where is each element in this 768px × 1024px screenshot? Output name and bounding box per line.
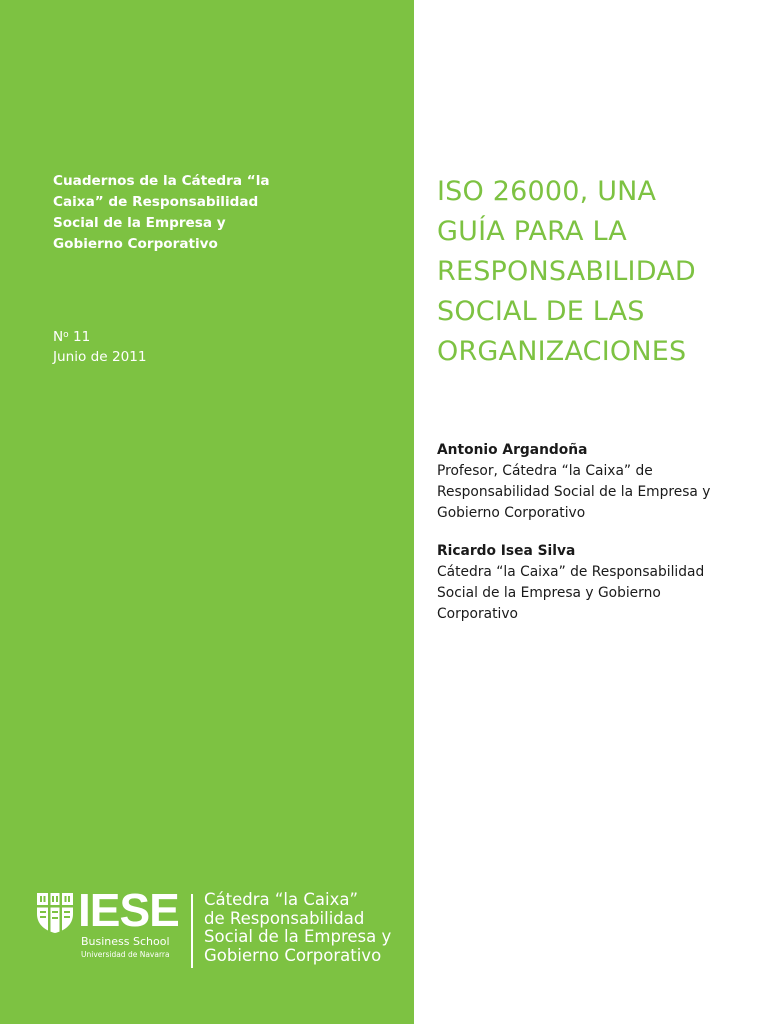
title-line: GUÍA PARA LA — [437, 216, 627, 247]
issue-number — [53, 325, 147, 347]
author-name: Ricardo Isea Silva — [437, 543, 576, 559]
iese-shield-icon — [36, 892, 74, 934]
issue-date: Junio de 2011 — [53, 349, 147, 365]
author-role-line: Cátedra “la Caixa” de Responsabilidad — [437, 564, 705, 580]
series-line: Social de la Empresa y — [53, 215, 226, 231]
document-title — [437, 172, 762, 372]
title-line: RESPONSABILIDAD — [437, 256, 696, 287]
logo-divider — [191, 894, 193, 968]
author-name: Antonio Argandoña — [437, 442, 588, 458]
university-label: Universidad de Navarra — [81, 950, 170, 959]
chair-name — [204, 891, 391, 965]
chair-line: Gobierno Corporativo — [204, 945, 382, 965]
author-role-line: Responsabilidad Social de la Empresa y — [437, 484, 711, 500]
title-line: ORGANIZACIONES — [437, 336, 687, 367]
issue-prefix: N — [53, 329, 64, 345]
white-panel — [414, 0, 768, 1024]
iese-logo — [36, 884, 406, 968]
series-line: Gobierno Corporativo — [53, 236, 218, 252]
author-block — [437, 440, 757, 524]
issue-info — [53, 325, 147, 367]
business-school-label: Business School — [81, 935, 170, 948]
chair-line: Cátedra “la Caixa” — [204, 890, 358, 909]
series-title — [53, 171, 293, 255]
title-line: SOCIAL DE LAS — [437, 296, 645, 327]
author-block — [437, 541, 757, 625]
issue-number-value: 11 — [68, 329, 91, 345]
issue-sup: o — [63, 330, 69, 340]
series-line: Caixa” de Responsabilidad — [53, 194, 259, 210]
chair-line: de Responsabilidad — [204, 908, 365, 928]
series-line: Cuadernos de la Cátedra “la — [53, 173, 270, 189]
author-role-line: Profesor, Cátedra “la Caixa” de — [437, 463, 653, 479]
author-role-line: Corporativo — [437, 606, 518, 622]
title-line: ISO 26000, UNA — [437, 176, 657, 207]
author-role-line: Gobierno Corporativo — [437, 505, 586, 521]
iese-wordmark: IESE — [78, 884, 179, 936]
chair-line: Social de la Empresa y — [204, 927, 392, 946]
author-role-line: Social de la Empresa y Gobierno — [437, 585, 661, 601]
